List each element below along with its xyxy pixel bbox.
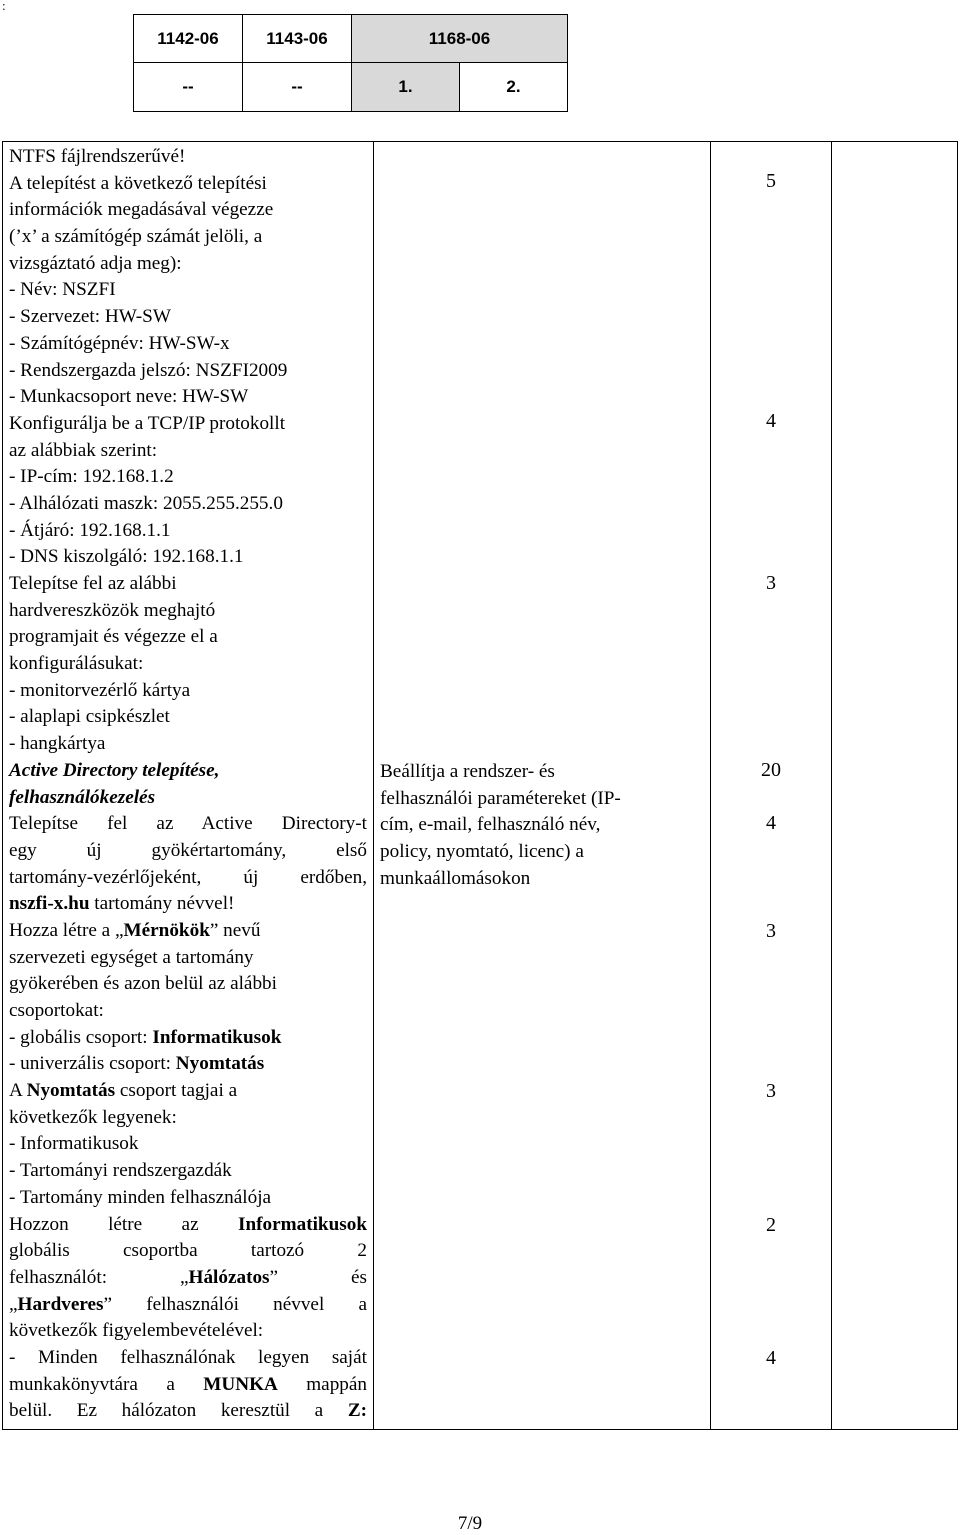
task-line: Telepítse fel az alábbi [9, 573, 177, 594]
code-cell-1168: 1168-06 [352, 15, 568, 63]
ad-install-line-1: Telepítse fel az Active Directory-t [9, 813, 367, 835]
global-group-line: - globális csoport: Informatikusok [9, 1026, 282, 1048]
task-description-cell [3, 142, 374, 1430]
task-line: - Munkacsoport neve: HW-SW [9, 386, 249, 408]
members-line-4: - Tartományi rendszergazdák [9, 1160, 232, 1182]
task-lines [9, 144, 367, 758]
workdir-line-3: belül. Ez hálózaton keresztül a Z: [9, 1400, 367, 1422]
ou-line-2: szervezeti egységet a tartomány [9, 946, 254, 968]
members-line-5: - Tartomány minden felhasználója [9, 1186, 272, 1208]
page-number: 7/9 [457, 1513, 483, 1534]
points-value: 3 [766, 572, 776, 594]
domain-name: nszfi-x.hu [9, 893, 90, 915]
points-cell [711, 142, 832, 1430]
task-line: - monitorvezérlő kártya [9, 679, 191, 701]
points-value: 2 [766, 1214, 776, 1236]
criteria-line-5: munkaállomásokon [380, 867, 531, 889]
task-line: - DNS kiszolgáló: 192.168.1.1 [9, 546, 244, 568]
corner-mark: : [2, 0, 6, 13]
section-title: Active Directory telepítése, [9, 759, 220, 781]
task-line: - Rendszergazda jelszó: NSZFI2009 [9, 359, 288, 381]
ad-install-line-4: nszfi-x.hu tartomány névvel! [9, 893, 235, 915]
task-line: - Alhálózati maszk: 2055.255.255.0 [9, 492, 283, 514]
members-line-3: - Informatikusok [9, 1133, 139, 1155]
criteria-line-3: cím, e-mail, felhasználó név, [380, 814, 601, 836]
header-cell-1: 1. [352, 63, 460, 112]
points-value: 3 [766, 920, 776, 942]
criteria-line-4: policy, nyomtató, licenc) a [380, 841, 584, 863]
task-line: - Név: NSZFI [9, 279, 116, 301]
ou-line-1: Hozza létre a „Mérnökök” nevű [9, 919, 261, 941]
evaluation-criteria-cell [374, 142, 711, 1430]
task-line: - Számítógépnév: HW-SW-x [9, 332, 230, 354]
code-cell-1142: 1142-06 [134, 15, 243, 63]
task-line: A telepítést a következő telepítési [9, 172, 267, 194]
points-value: 20 [761, 759, 781, 781]
ad-install-line-2: egy új gyökértartomány, első [9, 839, 367, 861]
task-line: - Átjáró: 192.168.1.1 [9, 519, 171, 541]
points-value: 4 [766, 812, 776, 834]
exam-task-table [2, 141, 958, 1430]
points-value: 3 [766, 1080, 776, 1102]
task-line: - Szervezet: HW-SW [9, 306, 171, 328]
ad-install-line-3: tartomány-vezérlőjeként, új erdőben, [9, 866, 367, 888]
users-line-1: Hozzon létre az Informatikusok [9, 1213, 367, 1235]
task-line: hardvereszközök meghajtó [9, 599, 216, 621]
points-value: 5 [766, 170, 776, 192]
task-line: konfigurálásukat: [9, 653, 144, 675]
users-line-4: „Hardveres” felhasználói névvel a [9, 1293, 367, 1315]
task-line: NTFS fájlrendszerűvé! [9, 146, 186, 167]
ou-line-4: csoportokat: [9, 1000, 104, 1021]
task-line: - hangkártya [9, 733, 106, 755]
criteria-line-2: felhasználói paramétereket (IP- [380, 787, 621, 809]
workdir-line-2: munkakönyvtára a MUNKA mappán [9, 1373, 367, 1395]
workdir-line-1: - Minden felhasználónak legyen saját [9, 1346, 367, 1368]
header-code-table [133, 14, 568, 112]
task-line: - alaplapi csipkészlet [9, 706, 170, 728]
ou-name: Mérnökök [123, 919, 210, 941]
section-title-cont: felhasználókezelés [9, 786, 156, 808]
achieved-points-cell [832, 142, 958, 1430]
global-group-name: Informatikusok [152, 1026, 282, 1048]
universal-group-line: - univerzális csoport: Nyomtatás [9, 1053, 265, 1075]
universal-group-name: Nyomtatás [175, 1053, 265, 1075]
users-line-5: következők figyelembevételével: [9, 1320, 264, 1342]
members-line-2: következők legyenek: [9, 1106, 177, 1128]
criteria-text [380, 759, 621, 893]
criteria-line-1: Beállítja a rendszer- és [380, 761, 555, 782]
task-line: információk megadásával végezze [9, 199, 274, 221]
task-line: az alábbiak szerint: [9, 439, 158, 461]
header-cell-2: 2. [460, 63, 568, 112]
points-value: 4 [766, 410, 776, 432]
task-line: vizsgáztató adja meg): [9, 252, 182, 274]
task-line: Konfigurálja be a TCP/IP protokollt [9, 412, 286, 434]
users-line-3: felhasználót: „Hálózatos” és [9, 1266, 367, 1288]
users-line-2: globális csoportba tartozó 2 [9, 1240, 367, 1262]
code-cell-1143: 1143-06 [243, 15, 352, 63]
members-line-1: A Nyomtatás csoport tagjai a [9, 1080, 238, 1102]
header-cell-dash-2: -- [243, 63, 352, 112]
task-line: (’x’ a számítógép számát jelöli, a [9, 226, 263, 248]
task-line: - IP-cím: 192.168.1.2 [9, 466, 174, 488]
ou-line-3: gyökerében és azon belül az alábbi [9, 973, 277, 995]
points-value: 4 [766, 1347, 776, 1369]
task-line: programjait és végezze el a [9, 626, 218, 648]
header-cell-dash-1: -- [134, 63, 243, 112]
